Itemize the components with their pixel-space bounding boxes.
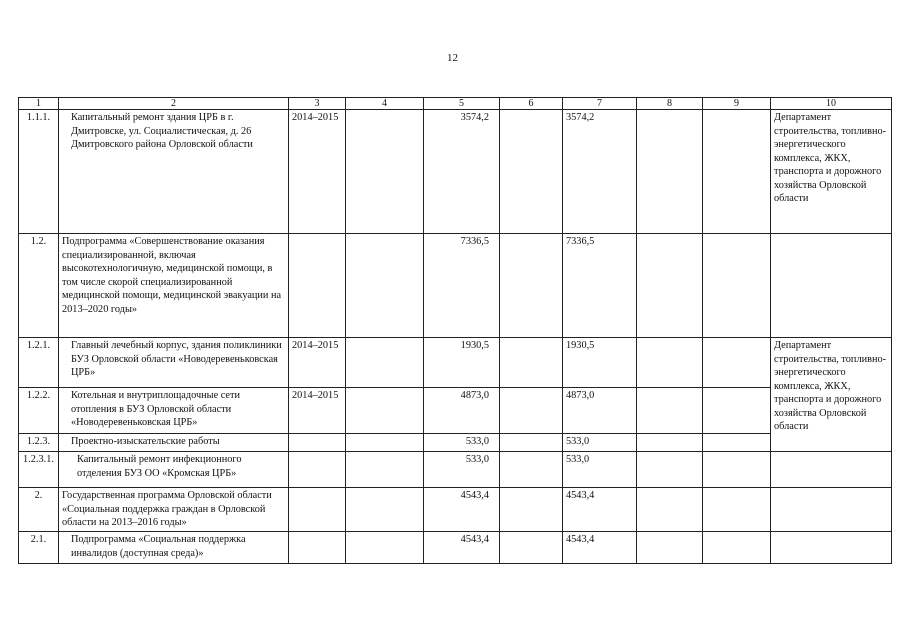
row-col6: [500, 532, 563, 564]
row-col6: [500, 434, 563, 452]
row-col4: [346, 338, 424, 388]
row-responsible: [771, 234, 892, 338]
table-row: [19, 532, 892, 564]
row-title: Проектно-изыскательские работы: [59, 434, 289, 452]
row-col9: [703, 532, 771, 564]
table-row: [19, 434, 892, 452]
row-responsible: Департамент строительства, топливно-энергетического комплекса, ЖКХ, транспорта и дорожного хозяйства Орловской области: [771, 338, 892, 452]
row-col6: [500, 234, 563, 338]
row-title: Капитальный ремонт инфекционного отделения БУЗ ОО «Кромская ЦРБ»: [59, 452, 289, 488]
row-period: 2014–2015: [289, 338, 346, 388]
row-col5: 1930,5: [424, 338, 500, 388]
row-col6: [500, 452, 563, 488]
header-cell: 1: [19, 98, 59, 110]
header-cell: 9: [703, 98, 771, 110]
row-col4: [346, 234, 424, 338]
header-cell: 4: [346, 98, 424, 110]
row-title: Главный лечебный корпус, здания поликлиники БУЗ Орловской области «Новодеревеньковская ЦРБ»: [59, 338, 289, 388]
row-col5: 4873,0: [424, 388, 500, 434]
row-col5: 4543,4: [424, 488, 500, 532]
row-responsible: [771, 488, 892, 532]
header-cell: 6: [500, 98, 563, 110]
row-col6: [500, 388, 563, 434]
row-col6: [500, 110, 563, 234]
row-number: 2.1.: [19, 532, 59, 564]
row-title: Подпрограмма «Социальная поддержка инвалидов (доступная среда)»: [59, 532, 289, 564]
row-col4: [346, 110, 424, 234]
row-number: 1.1.1.: [19, 110, 59, 234]
table-row: [19, 234, 892, 338]
row-col7: 7336,5: [563, 234, 637, 338]
row-period: 2014–2015: [289, 110, 346, 234]
row-col7: 3574,2: [563, 110, 637, 234]
row-period: [289, 488, 346, 532]
row-number: 1.2.2.: [19, 388, 59, 434]
row-period: [289, 452, 346, 488]
header-cell: 8: [637, 98, 703, 110]
row-title: Государственная программа Орловской области «Социальная поддержка граждан в Орловской области на 2013–2016 годы»: [59, 488, 289, 532]
row-col9: [703, 434, 771, 452]
row-period: [289, 234, 346, 338]
table-row: [19, 452, 892, 488]
row-col7: 4873,0: [563, 388, 637, 434]
row-col9: [703, 488, 771, 532]
row-col9: [703, 388, 771, 434]
row-col8: [637, 532, 703, 564]
row-col7: 4543,4: [563, 488, 637, 532]
row-responsible: [771, 532, 892, 564]
table-row: [19, 110, 892, 234]
row-responsible: [771, 452, 892, 488]
table-row: [19, 338, 892, 388]
header-cell: 10: [771, 98, 892, 110]
row-col5: 7336,5: [424, 234, 500, 338]
program-table: [18, 97, 892, 564]
header-row: [19, 98, 892, 110]
row-number: 2.: [19, 488, 59, 532]
row-responsible: Департамент строительства, топливно-энергетического комплекса, ЖКХ, транспорта и дорожного хозяйства Орловской области: [771, 110, 892, 234]
row-title: Котельная и внутриплощадочные сети отопления в БУЗ Орловской области «Новодеревеньковская ЦРБ»: [59, 388, 289, 434]
row-col9: [703, 452, 771, 488]
row-col4: [346, 388, 424, 434]
row-col6: [500, 488, 563, 532]
row-col7: 1930,5: [563, 338, 637, 388]
row-period: [289, 434, 346, 452]
row-col9: [703, 338, 771, 388]
row-number: 1.2.3.1.: [19, 452, 59, 488]
row-number: 1.2.1.: [19, 338, 59, 388]
row-col7: 533,0: [563, 452, 637, 488]
header-cell: 5: [424, 98, 500, 110]
row-col5: 3574,2: [424, 110, 500, 234]
header-cell: 7: [563, 98, 637, 110]
row-col5: 533,0: [424, 452, 500, 488]
row-title: Подпрограмма «Совершенствование оказания специализированной, включая высокотехнологичную, медицинской помощи, в том числе скорой специализированной медицинской помощи, медицинской эвакуации на 2013–2020 годы»: [59, 234, 289, 338]
row-col8: [637, 488, 703, 532]
row-period: [289, 532, 346, 564]
table-row: [19, 488, 892, 532]
row-col8: [637, 110, 703, 234]
row-period: 2014–2015: [289, 388, 346, 434]
row-number: 1.2.: [19, 234, 59, 338]
row-col4: [346, 488, 424, 532]
row-col8: [637, 388, 703, 434]
row-col8: [637, 338, 703, 388]
row-col4: [346, 452, 424, 488]
row-title: Капитальный ремонт здания ЦРБ в г. Дмитровске, ул. Социалистическая, д. 26 Дмитровского района Орловской области: [59, 110, 289, 234]
row-col8: [637, 234, 703, 338]
row-col8: [637, 434, 703, 452]
header-cell: 2: [59, 98, 289, 110]
table-row: [19, 388, 892, 434]
row-col4: [346, 532, 424, 564]
row-col8: [637, 452, 703, 488]
row-col7: 4543,4: [563, 532, 637, 564]
row-col9: [703, 234, 771, 338]
row-col5: 4543,4: [424, 532, 500, 564]
row-col6: [500, 338, 563, 388]
row-col9: [703, 110, 771, 234]
header-cell: 3: [289, 98, 346, 110]
page-number: 12: [447, 52, 458, 64]
row-col4: [346, 434, 424, 452]
row-number: 1.2.3.: [19, 434, 59, 452]
row-col5: 533,0: [424, 434, 500, 452]
row-col7: 533,0: [563, 434, 637, 452]
